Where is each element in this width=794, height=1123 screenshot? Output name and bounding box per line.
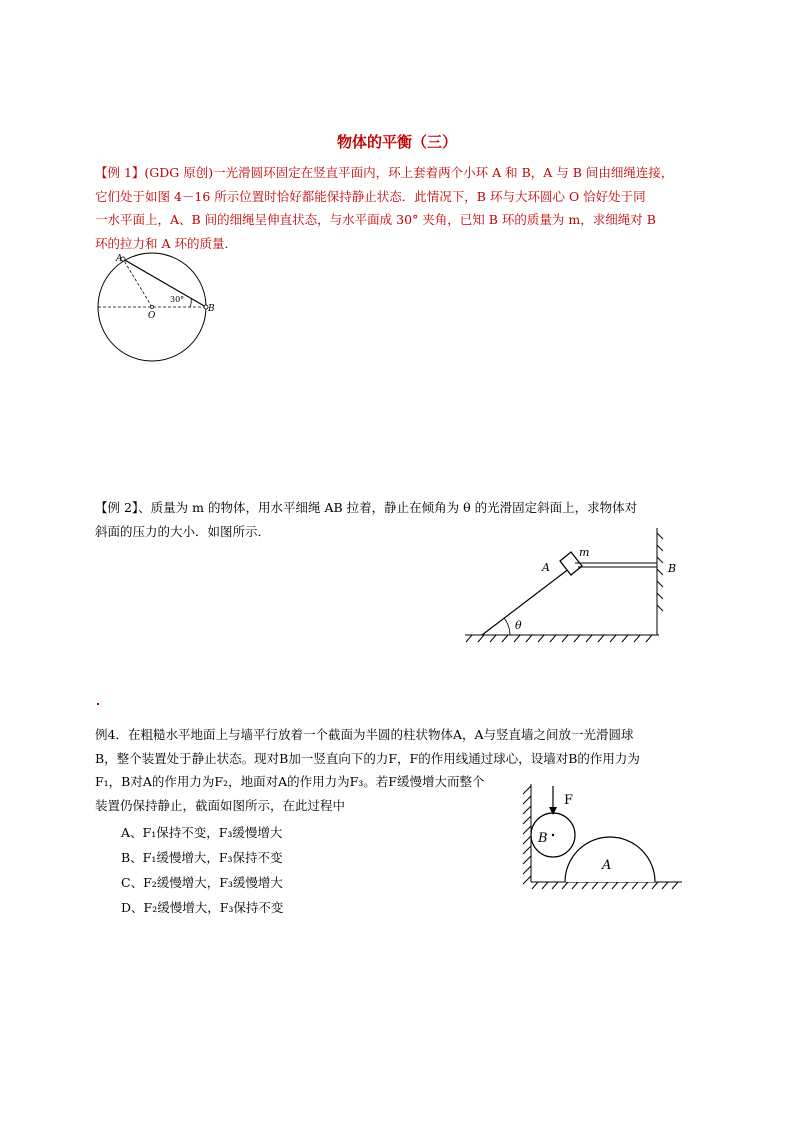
incline [482, 568, 570, 635]
wall-hatch [657, 528, 663, 635]
option-b: B、F₁缓慢增大，F₃保持不变 [121, 850, 283, 865]
wall-hatch [523, 784, 531, 884]
example-4-line: 例4．在粗糙水平地面上与墙平行放着一个截面为半圆的柱状物体A，A与竖直墙之间放一光滑圆球 [95, 727, 634, 742]
page-title: 物体的平衡（三） [336, 133, 457, 151]
string-ab [123, 259, 206, 307]
example-1-line: 环的拉力和 A 环的质量． [95, 235, 237, 251]
example-2-line: 【例 2】、质量为 m 的物体，用水平细绳 AB 拉着，静止在倾角为 θ 的光滑固定斜面上，求物体对 [95, 500, 638, 515]
label-angle: 30° [170, 295, 185, 304]
example-1-line: 【例 1】(GDG 原创)一光滑圆环固定在竖直平面内，环上套着两个小环 A 和 B，A 与 B 间由细绳连接， [95, 165, 674, 180]
label-b: B [538, 831, 548, 846]
option-d: D、F₂缓慢增大，F₃保持不变 [121, 900, 284, 915]
example-1-line: 它们处于如图 4－16 所示位置时恰好都能保持静止状态．此情况下，B 环与大环圆心 O 恰好处于同 [95, 188, 646, 204]
option-c: C、F₂缓慢增大，F₃缓慢增大 [121, 875, 283, 890]
bullet-dot [97, 703, 99, 705]
option-a: A、F₁保持不变，F₃缓慢增大 [121, 825, 283, 840]
example-1-text [95, 162, 695, 256]
example-4-line: 装置仍保持静止，截面如图所示，在此过程中 [95, 797, 346, 813]
label-a: A [116, 254, 123, 264]
label-o: O [148, 311, 156, 321]
example-2-figure [462, 525, 677, 647]
example-1-figure [90, 248, 220, 366]
radius-oa [123, 259, 152, 307]
example-4-line: B，整个装置处于静止状态。现对B加一竖直向下的力F，F的作用线通过球心，设墙对B的作用力为 [95, 750, 640, 766]
example-2-line: 斜面的压力的大小．如图所示． [95, 523, 271, 539]
angle-arc [190, 298, 191, 307]
label-a: A [542, 561, 550, 574]
label-b: B [208, 304, 215, 314]
center-o [151, 306, 154, 309]
ground-hatch [465, 635, 659, 642]
floor-hatch [531, 882, 682, 889]
label-b: B [668, 562, 677, 575]
example-4-line: F₁，B对A的作用力为F₂，地面对A的作用力为F₃。若F缓慢增大而整个 [95, 774, 485, 789]
theta-arc [504, 618, 510, 635]
label-theta: θ [515, 619, 522, 632]
label-a: A [602, 858, 612, 873]
label-m: m [579, 546, 590, 559]
label-f: F [564, 793, 574, 808]
example-4-figure [518, 780, 684, 892]
ball-center [552, 834, 554, 836]
example-1-line: 一水平面上，A、B 间的细绳呈伸直状态，与水平面成 30° 夹角，已知 B 环的质量为 m，求细绳对 B [95, 212, 656, 227]
